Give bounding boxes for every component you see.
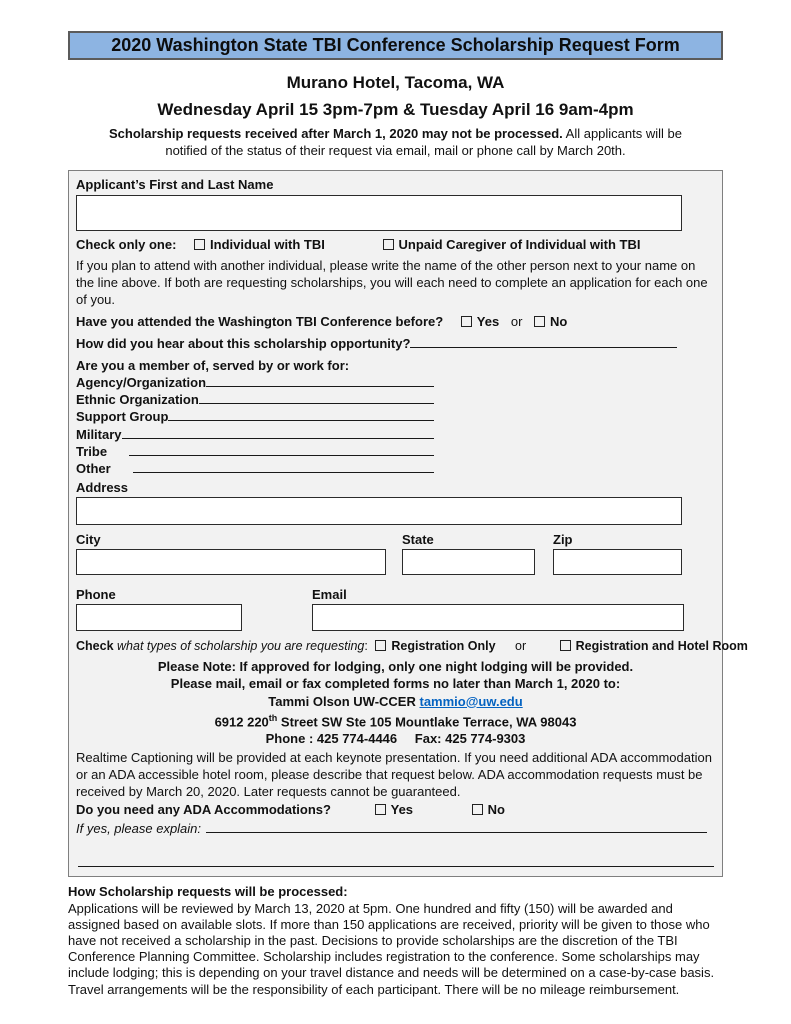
contact-line (76, 693, 715, 710)
hear-about-question: How did you hear about this scholarship opportunity? (76, 336, 411, 351)
member-blank-ethnic[interactable] (199, 391, 434, 404)
state-label: State (402, 532, 434, 548)
member-row-support-group (76, 408, 434, 425)
applicant-type-row (76, 236, 715, 253)
scholarship-type-or-text: or (515, 639, 527, 654)
checkbox-unpaid-caregiver[interactable] (383, 239, 394, 250)
form-title: 2020 Washington State TBI Conference Scholarship Request Form (111, 35, 680, 55)
option-individual-label: Individual with TBI (210, 237, 325, 252)
member-blank-military[interactable] (122, 426, 434, 439)
member-blank-other[interactable] (133, 460, 434, 473)
ada-question: Do you need any ADA Accommodations? (76, 801, 331, 817)
state-input[interactable] (402, 549, 535, 575)
checkbox-attended-no[interactable] (534, 316, 545, 327)
city-state-zip-row (76, 531, 715, 575)
email-column (312, 586, 684, 631)
checkbox-ada-no[interactable] (472, 804, 483, 815)
member-label-support-group: Support Group (76, 409, 169, 425)
zip-column (553, 531, 682, 575)
checkbox-attended-yes[interactable] (461, 316, 472, 327)
member-blank-support-group[interactable] (168, 408, 434, 421)
email-label: Email (312, 587, 347, 603)
venue-text: Murano Hotel, Tacoma, WA (286, 73, 505, 92)
scholarship-type-check-word: Check (76, 639, 114, 654)
member-of-heading: Are you a member of, served by or work for: (76, 358, 350, 373)
explain-row (76, 820, 707, 837)
explain-blank-2[interactable] (78, 854, 714, 867)
applicant-name-label: Applicant’s First and Last Name (76, 177, 274, 192)
explain-label: If yes, please explain: (76, 820, 202, 836)
ada-captioning-note: Realtime Captioning will be provided at each keynote presentation. If you need additional ADA accommodation or an ADA accessible hotel room, please describe that request below. ADA accommodation requests must be received by March 20, 2020. Later requests cannot be guaranteed. (76, 749, 712, 799)
registration-only-label: Registration Only (391, 639, 496, 654)
processing-paragraph: Applications will be reviewed by March 13, 2020 at 5pm. One hundred and fifty (150) will be awarded and assigned based on available slots. If more than 150 applications are received, priority will be given to those who have not received a scholarship in the past. Decisions to provide scholarships are the discretion of the TBI Conference Planning Committee. Scholarship includes registration to the conference. Some scholarships may include lodging; this is depending on your travel distance and needs will be determined on a case-by-case basis. Travel arrangements will be the responsibility of each participant. There will be no mileage reimbursement. (68, 900, 715, 997)
mailing-address-ordinal: th (268, 712, 278, 723)
contact-fax: Fax: 425 774-9303 (414, 731, 526, 747)
phone-column (76, 586, 242, 631)
member-label-military: Military (76, 426, 122, 442)
scholarship-type-row (76, 638, 748, 655)
hear-about-blank[interactable] (410, 335, 677, 348)
check-only-one-label: Check only one: (76, 237, 177, 252)
attended-before-row (76, 313, 715, 330)
ada-no-label: No (487, 801, 505, 817)
explain-blank-1[interactable] (206, 820, 707, 833)
deadline-notice (95, 126, 696, 159)
address-label: Address (76, 480, 129, 496)
member-row-ethnic (76, 391, 434, 408)
phone-label: Phone (76, 587, 116, 603)
dates-text: Wednesday April 15 3pm-7pm & Tuesday April 16 9am-4pm (157, 100, 634, 119)
checkbox-registration-hotel[interactable] (560, 640, 571, 651)
registration-hotel-label: Registration and Hotel Room (575, 639, 748, 654)
attended-or-text: or (510, 314, 523, 329)
phone-email-row (76, 586, 715, 631)
member-label-tribe: Tribe (76, 443, 108, 459)
lodging-note: Please Note: If approved for lodging, only one night lodging will be provided. (157, 659, 634, 675)
member-label-agency: Agency/Organization (76, 375, 207, 390)
applicant-name-input[interactable] (76, 195, 682, 231)
mailing-address-post: Street SW Ste 105 Mountlake Terrace, WA 98043 (277, 714, 577, 730)
ada-question-row (76, 801, 715, 818)
member-blank-agency[interactable] (206, 374, 434, 387)
checkbox-individual-with-tbi[interactable] (194, 239, 205, 250)
hear-about-row (76, 335, 677, 352)
scholarship-type-question: what types of scholarship you are requesting (117, 639, 365, 654)
phone-fax-line (76, 730, 715, 747)
mailing-instructions: Please mail, email or fax completed forms no later than March 1, 2020 to: (170, 676, 621, 692)
checkbox-ada-yes[interactable] (375, 804, 386, 815)
title-banner (68, 31, 723, 60)
phone-input[interactable] (76, 604, 242, 631)
zip-input[interactable] (553, 549, 682, 575)
processing-section (68, 884, 728, 998)
member-blank-tribe[interactable] (129, 443, 434, 456)
member-row-military (76, 426, 434, 443)
attend-with-other-note: If you plan to attend with another individual, please write the name of the other person next to your name on the line above. If both are requesting scholarships, you will each need to complete an application for each one of you. (76, 258, 708, 307)
member-label-ethnic: Ethnic Organization (76, 392, 199, 408)
processing-heading: How Scholarship requests will be processed: (68, 883, 348, 899)
member-row-tribe (76, 443, 434, 460)
address-input[interactable] (76, 497, 682, 525)
scholarship-form (68, 170, 748, 877)
contact-name: Tammi Olson UW-CCER (268, 693, 416, 709)
mailing-address (76, 710, 715, 731)
attended-no-label: No (550, 314, 568, 329)
deadline-notice-rest: All applicants will be (565, 126, 682, 141)
city-label: City (76, 532, 101, 548)
email-input[interactable] (312, 604, 684, 631)
zip-label: Zip (553, 532, 573, 548)
contact-phone: Phone : 425 774-4446 (265, 731, 398, 747)
attended-before-question: Have you attended the Washington TBI Conference before? (76, 314, 444, 329)
member-row-other (76, 460, 434, 477)
mailing-address-pre: 6912 220 (214, 714, 269, 730)
option-caregiver-label: Unpaid Caregiver of Individual with TBI (398, 237, 641, 252)
member-label-other: Other (76, 461, 111, 477)
member-row-agency (76, 374, 434, 391)
attended-yes-label: Yes (476, 314, 500, 329)
city-column (76, 531, 386, 575)
contact-email-link[interactable]: tammio@uw.edu (419, 693, 523, 709)
deadline-notice-line2: notified of the status of their request via email, mail or phone call by March 20th. (165, 142, 626, 158)
city-input[interactable] (76, 549, 386, 575)
checkbox-registration-only[interactable] (375, 640, 386, 651)
state-column (402, 531, 535, 575)
deadline-notice-bold: Scholarship requests received after March 1, 2020 may not be processed. (109, 126, 563, 141)
scholarship-type-colon: : (364, 639, 368, 654)
ada-yes-label: Yes (390, 801, 414, 817)
